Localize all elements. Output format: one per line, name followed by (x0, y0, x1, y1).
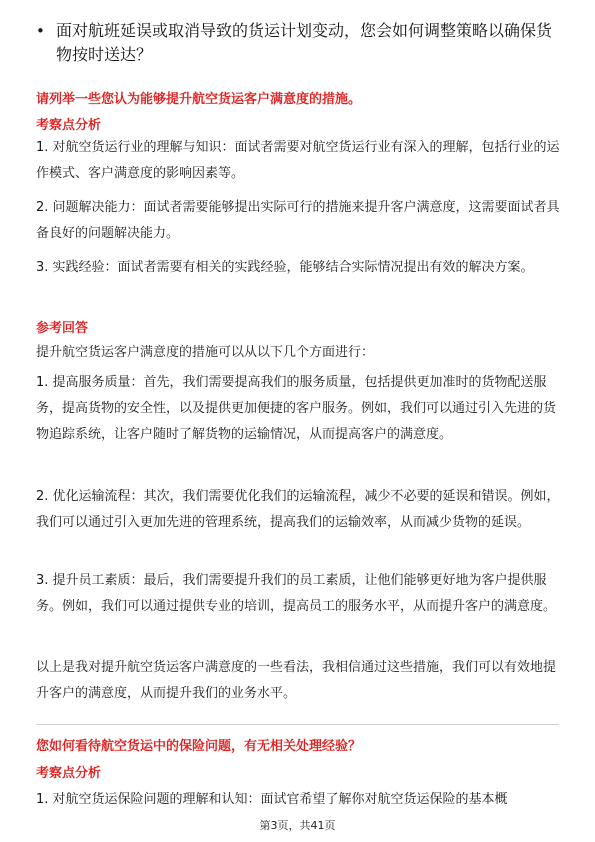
section1-answer-heading: 参考回答 (36, 321, 89, 336)
section1-answer-intro: 提升航空货运客户满意度的措施可以从以下几个方面进行： (36, 345, 375, 360)
section1-analysis-item-1: 1. 对航空货运行业的理解与知识：面试者需要对航空货运行业有深入的理解，包括行业的运作模式、客户满意度的影响因素等。 (36, 140, 560, 181)
bullet-icon: • (36, 22, 45, 40)
section1-analysis-item-2: 2. 问题解决能力：面试者需要能够提出实际可行的措施来提升客户满意度，这需要面试者具备良好的问题解决能力。 (36, 200, 560, 241)
section1-answer-item-2: 2. 优化运输流程：其次，我们需要优化我们的运输流程，减少不必要的延误和错误。例如，我们可以通过引入更加先进的管理系统，提高我们的运输效率，从而减少货物的延误。 (36, 489, 560, 530)
page-footer: 第3页，共41页 (259, 819, 336, 832)
section1-answer-item-1: 1. 提高服务质量：首先，我们需要提高我们的服务质量，包括提供更加准时的货物配送服务，提高货物的安全性，以及提供更加便捷的客户服务。例如，我们可以通过引入先进的货物追踪系统，让客户随时了解货物的运输情况，从而提高客户的满意度。 (36, 375, 557, 442)
question-bullet (36, 19, 566, 67)
section1-answer-item-3: 3. 提升员工素质：最后，我们需要提升我们的员工素质，让他们能够更好地为客户提供服务。例如，我们可以通过提供专业的培训，提高员工的服务水平，从而提升客户的满意度。 (36, 573, 557, 614)
section2-analysis-heading: 考察点分析 (36, 766, 102, 781)
section1-answer-conclusion: 以上是我对提升航空货运客户满意度的一些看法，我相信通过这些措施，我们可以有效地提升客户的满意度，从而提升我们的业务水平。 (36, 660, 557, 701)
section2-question: 您如何看待航空货运中的保险问题，有无相关处理经验？ (36, 739, 362, 754)
section1-question: 请列举一些您认为能够提升航空货运客户满意度的措施。 (36, 92, 362, 107)
section2-analysis-item-1: 1. 对航空货运保险问题的理解和认知：面试官希望了解你对航空货运保险的基本概 (36, 792, 508, 807)
section1-analysis-item-3: 3. 实践经验：面试者需要有相关的实践经验，能够结合实际情况提出有效的解决方案。 (36, 260, 534, 275)
section-divider (36, 724, 559, 725)
question-bullet-text: 面对航班延误或取消导致的货运计划变动，您会如何调整策略以确保货物按时送达？ (56, 21, 553, 64)
section1-analysis-heading: 考察点分析 (36, 118, 102, 133)
